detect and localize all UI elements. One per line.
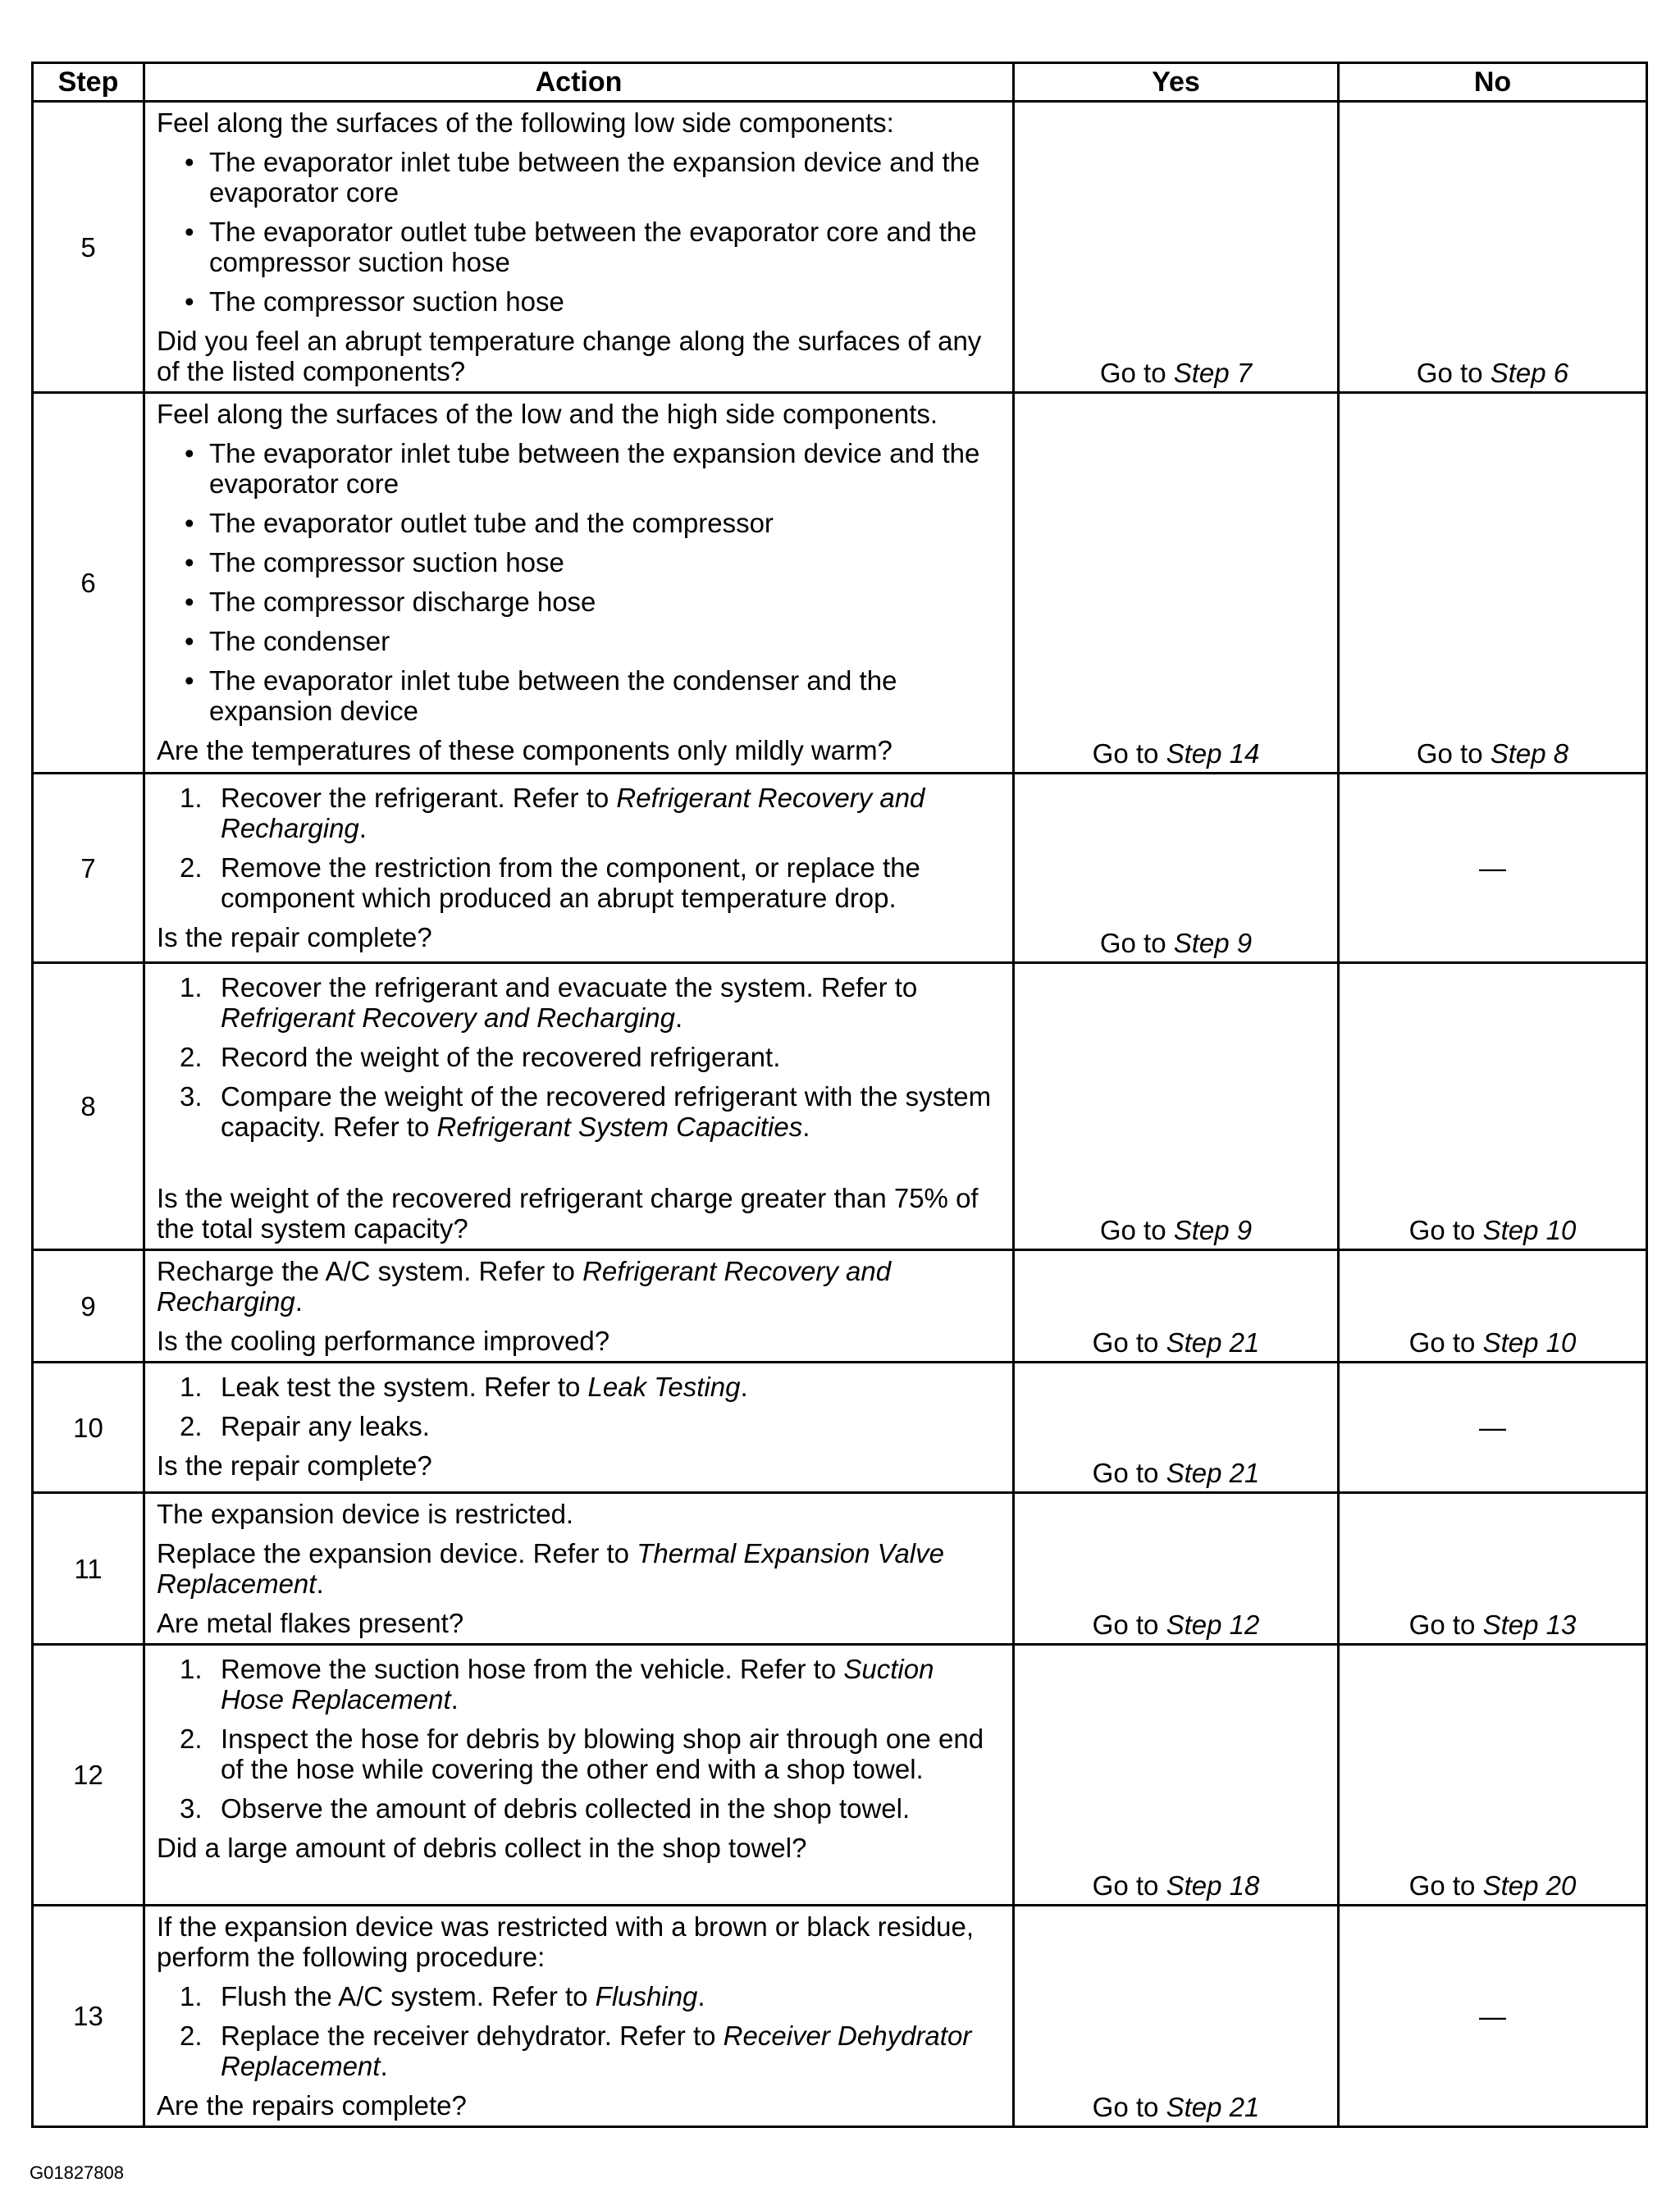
numbered-item <box>157 972 1001 1033</box>
numbered-item <box>157 1793 1001 1824</box>
bullet-marker: • <box>185 587 194 617</box>
item-number: 2. <box>180 1042 203 1072</box>
goto-yes <box>1015 1327 1337 1358</box>
goto-yes <box>1015 358 1337 388</box>
no-cell <box>1339 1363 1647 1493</box>
bullet-item <box>157 147 1001 208</box>
step-reference: Step 9 <box>1173 1215 1253 1245</box>
reference-link: Refrigerant Recovery and Recharging <box>221 1002 675 1033</box>
action-paragraph <box>157 1256 1001 1317</box>
step-reference: Step 6 <box>1490 358 1569 388</box>
step-reference: Step 10 <box>1482 1215 1577 1245</box>
item-number: 1. <box>180 783 203 813</box>
goto-no <box>1340 1610 1646 1640</box>
goto-yes <box>1015 928 1337 958</box>
reference-link: Refrigerant Recovery and Recharging <box>157 1256 892 1317</box>
header-row <box>33 63 1647 102</box>
goto-prefix: Go to <box>1408 1610 1483 1640</box>
item-text: The evaporator inlet tube between the expansion device and the evaporator core <box>209 438 980 499</box>
reference-link: Receiver Dehydrator Replacement <box>221 2021 972 2081</box>
item-text: The compressor suction hose <box>209 286 564 317</box>
action-cell <box>144 393 1014 774</box>
no-action-dash: — <box>1479 2001 1506 2031</box>
item-number: 2. <box>180 852 203 883</box>
item-text: The expansion device is restricted. <box>157 1499 574 1529</box>
reference-link: Suction Hose Replacement <box>221 1654 934 1715</box>
yes-cell <box>1014 1906 1339 2127</box>
item-text: Feel along the surfaces of the low and the high side components. <box>157 399 938 429</box>
item-text: Repair any leaks. <box>221 1411 430 1441</box>
action-cell <box>144 1493 1014 1645</box>
item-text: Compare the weight of the recovered refrigerant with the system capacity. Refer to <box>221 1081 992 1142</box>
item-number: 3. <box>180 1793 203 1824</box>
step-number: 8 <box>33 963 144 1250</box>
item-text: The evaporator inlet tube between the expansion device and the evaporator core <box>209 147 980 208</box>
table-row <box>33 1363 1647 1493</box>
bullet-item <box>157 547 1001 578</box>
no-cell <box>1339 1906 1647 2127</box>
item-text: The compressor suction hose <box>209 547 564 578</box>
item-text: Recover the refrigerant. Refer to <box>221 783 617 813</box>
numbered-item <box>157 852 1001 913</box>
item-text: The compressor discharge hose <box>209 587 596 617</box>
step-number: 13 <box>33 1906 144 2127</box>
table-body <box>33 102 1647 2127</box>
item-text: Feel along the surfaces of the following low side components: <box>157 107 894 138</box>
action-paragraph <box>157 399 1001 429</box>
step-number: 5 <box>33 102 144 393</box>
item-punct: . <box>380 2051 388 2081</box>
numbered-item <box>157 1981 1001 2011</box>
goto-prefix: Go to <box>1099 928 1174 958</box>
goto-prefix: Go to <box>1416 358 1491 388</box>
item-number: 1. <box>180 1372 203 1402</box>
item-text: The evaporator outlet tube between the evaporator core and the compressor suction hose <box>209 217 977 277</box>
yes-cell <box>1014 774 1339 963</box>
goto-no <box>1340 1870 1646 1901</box>
bullet-item <box>157 217 1001 277</box>
table-row <box>33 1645 1647 1906</box>
reference-link: Refrigerant Recovery and Recharging <box>221 783 925 843</box>
goto-no <box>1340 1215 1646 1245</box>
table-row <box>33 963 1647 1250</box>
item-punct: . <box>294 1286 303 1317</box>
action-cell <box>144 1363 1014 1493</box>
goto-no <box>1340 358 1646 388</box>
item-text: Replace the expansion device. Refer to <box>157 1538 637 1568</box>
step-reference: Step 20 <box>1482 1870 1577 1901</box>
action-cell <box>144 1645 1014 1906</box>
table-row <box>33 774 1647 963</box>
item-punct: . <box>740 1372 748 1402</box>
item-text: Flush the A/C system. Refer to <box>221 1981 596 2011</box>
table-row <box>33 1493 1647 1645</box>
no-cell <box>1339 102 1647 393</box>
no-cell <box>1339 393 1647 774</box>
step-number: 11 <box>33 1493 144 1645</box>
goto-prefix: Go to <box>1408 1870 1483 1901</box>
goto-no <box>1340 1327 1646 1358</box>
question-text: Are metal flakes present? <box>157 1608 464 1638</box>
action-cell <box>144 1906 1014 2127</box>
bullet-marker: • <box>185 508 194 538</box>
item-text: Inspect the hose for debris by blowing shop air through one end of the hose while covering the other end with a shop towel. <box>221 1724 984 1784</box>
item-number: 2. <box>180 2021 203 2051</box>
header-yes: Yes <box>1014 63 1339 102</box>
bullet-item <box>157 587 1001 617</box>
item-punct: . <box>802 1112 810 1142</box>
action-paragraph <box>157 1538 1001 1599</box>
action-cell <box>144 102 1014 393</box>
step-reference: Step 9 <box>1173 928 1253 958</box>
bullet-marker: • <box>185 438 194 468</box>
step-number: 9 <box>33 1250 144 1363</box>
step-reference: Step 21 <box>1166 1458 1260 1488</box>
item-text: Remove the suction hose from the vehicle. Refer to <box>221 1654 844 1684</box>
step-number: 12 <box>33 1645 144 1906</box>
item-punct: . <box>316 1568 324 1599</box>
yes-cell <box>1014 1493 1339 1645</box>
goto-yes <box>1015 738 1337 769</box>
item-number: 2. <box>180 1724 203 1754</box>
numbered-item <box>157 1042 1001 1072</box>
goto-prefix: Go to <box>1408 1327 1483 1358</box>
numbered-item <box>157 1654 1001 1715</box>
item-text: Observe the amount of debris collected in the shop towel. <box>221 1793 911 1824</box>
goto-yes <box>1015 1458 1337 1488</box>
goto-prefix: Go to <box>1092 1327 1166 1358</box>
item-text: Leak test the system. Refer to <box>221 1372 588 1402</box>
action-paragraph <box>157 107 1001 138</box>
goto-prefix: Go to <box>1092 738 1166 769</box>
item-text: The condenser <box>209 626 390 656</box>
bullet-marker: • <box>185 217 194 247</box>
bullet-item <box>157 508 1001 538</box>
action-cell <box>144 1250 1014 1363</box>
numbered-item <box>157 1372 1001 1402</box>
table-row <box>33 1906 1647 2127</box>
numbered-item <box>157 1081 1001 1142</box>
yes-cell <box>1014 1645 1339 1906</box>
goto-prefix: Go to <box>1092 2092 1166 2122</box>
bullet-item <box>157 438 1001 499</box>
reference-link: Flushing <box>595 1981 698 2011</box>
numbered-item <box>157 1411 1001 1441</box>
item-text: Recharge the A/C system. Refer to <box>157 1256 583 1286</box>
bullet-marker: • <box>185 665 194 696</box>
goto-prefix: Go to <box>1092 1870 1166 1901</box>
item-text: The evaporator outlet tube and the compressor <box>209 508 774 538</box>
no-action-dash: — <box>1479 1412 1506 1443</box>
step-number: 7 <box>33 774 144 963</box>
item-number: 1. <box>180 1981 203 2011</box>
step-reference: Step 10 <box>1482 1327 1577 1358</box>
step-reference: Step 21 <box>1166 2092 1260 2122</box>
item-number: 3. <box>180 1081 203 1112</box>
goto-prefix: Go to <box>1416 738 1491 769</box>
goto-no <box>1340 738 1646 769</box>
item-text: Replace the receiver dehydrator. Refer to <box>221 2021 724 2051</box>
numbered-item <box>157 783 1001 843</box>
item-text: Record the weight of the recovered refrigerant. <box>221 1042 781 1072</box>
action-cell <box>144 774 1014 963</box>
bullet-item <box>157 665 1001 726</box>
bullet-item <box>157 286 1001 317</box>
goto-yes <box>1015 1610 1337 1640</box>
action-paragraph <box>157 1499 1001 1529</box>
step-reference: Step 13 <box>1482 1610 1577 1640</box>
bullet-marker: • <box>185 147 194 177</box>
figure-id: G01827808 <box>30 2162 124 2183</box>
bullet-marker: • <box>185 547 194 578</box>
reference-link: Leak Testing <box>587 1372 741 1402</box>
question-text: Did a large amount of debris collect in the shop towel? <box>157 1833 807 1863</box>
goto-prefix: Go to <box>1408 1215 1483 1245</box>
item-punct: . <box>358 813 367 843</box>
item-number: 1. <box>180 972 203 1002</box>
step-reference: Step 18 <box>1166 1870 1260 1901</box>
step-reference: Step 7 <box>1173 358 1253 388</box>
item-punct: . <box>450 1684 459 1715</box>
bullet-marker: • <box>185 626 194 656</box>
item-number: 2. <box>180 1411 203 1441</box>
yes-cell <box>1014 1363 1339 1493</box>
header-no: No <box>1339 63 1647 102</box>
bullet-item <box>157 626 1001 656</box>
item-punct: . <box>674 1002 683 1033</box>
goto-prefix: Go to <box>1099 358 1174 388</box>
table-row <box>33 1250 1647 1363</box>
goto-prefix: Go to <box>1099 1215 1174 1245</box>
item-number: 1. <box>180 1654 203 1684</box>
question-text: Is the repair complete? <box>157 922 432 952</box>
goto-yes <box>1015 2092 1337 2122</box>
yes-cell <box>1014 102 1339 393</box>
header-step: Step <box>33 63 144 102</box>
step-reference: Step 8 <box>1490 738 1569 769</box>
table-row <box>33 102 1647 393</box>
step-number: 10 <box>33 1363 144 1493</box>
action-paragraph <box>157 1911 1001 1972</box>
no-cell <box>1339 1645 1647 1906</box>
no-cell <box>1339 1493 1647 1645</box>
yes-cell <box>1014 393 1339 774</box>
no-cell <box>1339 774 1647 963</box>
yes-cell <box>1014 1250 1339 1363</box>
diagnostic-table <box>31 62 1648 2128</box>
numbered-item <box>157 2021 1001 2081</box>
item-text: If the expansion device was restricted with a brown or black residue, perform the following procedure: <box>157 1911 974 1972</box>
question-text: Is the cooling performance improved? <box>157 1326 610 1356</box>
question-text: Are the temperatures of these components only mildly warm? <box>157 735 892 765</box>
question-text: Are the repairs complete? <box>157 2090 467 2121</box>
goto-prefix: Go to <box>1092 1458 1166 1488</box>
no-cell <box>1339 1250 1647 1363</box>
step-reference: Step 14 <box>1166 738 1260 769</box>
question-text: Is the weight of the recovered refrigerant charge greater than 75% of the total system capacity? <box>157 1183 979 1244</box>
question-text: Did you feel an abrupt temperature change along the surfaces of any of the listed components? <box>157 326 982 386</box>
item-text: The evaporator inlet tube between the condenser and the expansion device <box>209 665 897 726</box>
table-row <box>33 393 1647 774</box>
goto-yes <box>1015 1870 1337 1901</box>
question-text: Is the repair complete? <box>157 1450 432 1481</box>
header-action: Action <box>144 63 1014 102</box>
step-number: 6 <box>33 393 144 774</box>
step-reference: Step 12 <box>1166 1610 1260 1640</box>
item-text: Remove the restriction from the component, or replace the component which produced an abrupt temperature drop. <box>221 852 920 913</box>
numbered-item <box>157 1724 1001 1784</box>
action-cell <box>144 963 1014 1250</box>
yes-cell <box>1014 963 1339 1250</box>
reference-link: Refrigerant System Capacities <box>436 1112 803 1142</box>
goto-prefix: Go to <box>1092 1610 1166 1640</box>
no-cell <box>1339 963 1647 1250</box>
item-punct: . <box>697 1981 705 2011</box>
step-reference: Step 21 <box>1166 1327 1260 1358</box>
item-text: Recover the refrigerant and evacuate the system. Refer to <box>221 972 918 1002</box>
goto-yes <box>1015 1215 1337 1245</box>
bullet-marker: • <box>185 286 194 317</box>
reference-link: Thermal Expansion Valve Replacement <box>157 1538 944 1599</box>
no-action-dash: — <box>1479 852 1506 884</box>
